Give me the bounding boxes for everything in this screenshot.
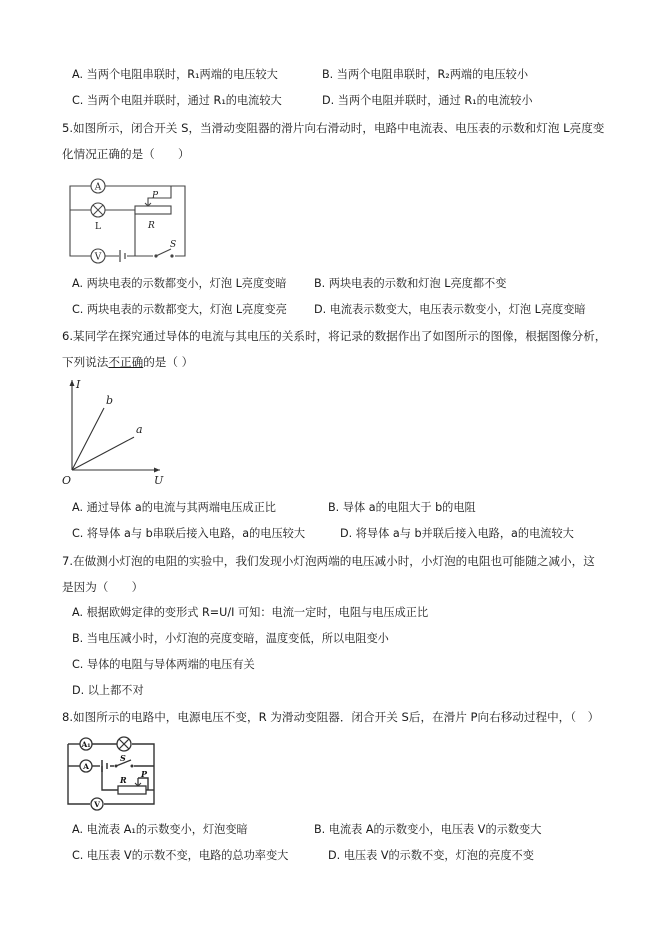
- series-line-b: [72, 408, 104, 470]
- q8-stem: 8.如图所示的电路中，电源电压不变，R 为滑动变阻器．闭合开关 S后，在滑片 P向右移动过程中，（ ）: [62, 710, 600, 724]
- y-axis-label: I: [76, 378, 81, 391]
- series-label-b: b: [106, 394, 114, 407]
- q6-stem-underlined: 不正确: [108, 355, 144, 369]
- series-label-a: a: [136, 423, 143, 437]
- q5-option-a: A. 两块电表的示数都变小，灯泡 L亮度变暗: [72, 277, 287, 290]
- q5-slider-label: P: [152, 191, 159, 201]
- q5-switch: [153, 240, 176, 258]
- q8-slider-label: P: [141, 769, 148, 779]
- q8-resistor-label: R: [120, 775, 127, 785]
- q5-option-c: C. 两块电表的示数都变大，灯泡 L亮度变亮: [72, 303, 287, 316]
- q4-option-a: A. 当两个电阻串联时，R₁两端的电压较大: [72, 68, 278, 81]
- q8-ammeter-a1-label: A₁: [81, 740, 91, 749]
- q4-option-d: D. 当两个电阻并联时，通过 R₁的电流较小: [322, 94, 533, 107]
- q6-option-b: B. 导体 a的电阻大于 b的电阻: [328, 501, 476, 514]
- y-axis-arrow: [70, 380, 75, 386]
- q5-voltmeter-label: V: [94, 252, 102, 263]
- q6-iu-graph: [60, 376, 170, 488]
- q5-battery: [119, 250, 127, 262]
- q5-ammeter: [91, 179, 105, 193]
- q5-stem-line1: 5.如图所示，闭合开关 S，当滑动变阻器的滑片向右滑动时，电路中电流表、电压表的示数和灯泡 L亮度变: [62, 121, 605, 135]
- origin-label: O: [62, 474, 72, 487]
- q5-rheostat: [135, 186, 171, 231]
- q5-ammeter-label: A: [94, 182, 102, 193]
- q8-switch: [114, 753, 134, 770]
- q7-option-a: A. 根据欧姆定律的变形式 R=U/I 可知：电流一定时，电阻与电压成正比: [72, 606, 429, 619]
- q6-option-a: A. 通过导体 a的电流与其两端电压成正比: [72, 501, 276, 514]
- q8-option-a: A. 电流表 A₁的示数变小，灯泡变暗: [72, 823, 248, 836]
- q8-ammeter-a-label: A: [83, 762, 89, 771]
- q6-stem-pre: 下列说法: [62, 355, 109, 369]
- q5-option-b: B. 两块电表的示数和灯泡 L亮度都不变: [314, 277, 507, 290]
- q7-stem-line1: 7.在做测小灯泡的电阻的实验中，我们发现小灯泡两端的电压减小时，小灯泡的电阻也可能随之减小，这: [62, 554, 595, 568]
- q5-circuit-figure: [60, 176, 200, 264]
- q5-switch-label: S: [170, 240, 177, 250]
- q6-option-c: C. 将导体 a与 b串联后接入电路，a的电压较大: [72, 527, 306, 540]
- q8-lamp: [117, 737, 131, 751]
- q5-stem-line2: 化情况正确的是（ ）: [62, 147, 190, 161]
- q4-option-c: C. 当两个电阻并联时，通过 R₁的电流较大: [72, 94, 282, 107]
- q6-stem-post: 的是（ ）: [143, 355, 194, 369]
- q8-switch-label: S: [120, 753, 126, 763]
- q8-ammeter-a1: [80, 738, 92, 750]
- q7-stem-line2: 是因为（ ）: [62, 580, 144, 594]
- q8-option-d: D. 电压表 V的示数不变，灯泡的亮度不变: [328, 849, 534, 862]
- q6-option-d: D. 将导体 a与 b并联后接入电路，a的电流较大: [340, 527, 574, 540]
- x-axis-label: U: [154, 474, 164, 487]
- q6-stem-line1: 6.某同学在探究通过导体的电流与其电压的关系时，将记录的数据作出了如图所示的图像，根据图像分析，: [62, 329, 607, 343]
- q5-option-d: D. 电流表示数变大，电压表示数变小，灯泡 L亮度变暗: [314, 303, 586, 316]
- x-axis-arrow: [154, 468, 160, 473]
- q8-rheostat: [118, 769, 148, 794]
- q7-option-b: B. 当电压减小时，小灯泡的亮度变暗，温度变低，所以电阻变小: [72, 632, 389, 645]
- q8-battery: [102, 760, 107, 772]
- q5-resistor-label: R: [148, 221, 155, 231]
- q7-option-d: D. 以上都不对: [72, 684, 144, 697]
- q5-lamp-label: L: [95, 222, 101, 232]
- q8-ammeter-a: [80, 760, 92, 772]
- q8-voltmeter: [91, 798, 103, 810]
- q8-voltmeter-label: V: [94, 800, 100, 809]
- q8-circuit-figure: [62, 734, 162, 814]
- q5-voltmeter: [91, 249, 105, 263]
- q8-option-c: C. 电压表 V的示数不变，电路的总功率变大: [72, 849, 289, 862]
- q7-option-c: C. 导体的电阻与导体两端的电压有关: [72, 658, 255, 671]
- series-line-a: [72, 437, 134, 470]
- q4-option-b: B. 当两个电阻串联时，R₂两端的电压较小: [322, 68, 529, 81]
- q5-lamp: [91, 203, 105, 232]
- q8-option-b: B. 电流表 A的示数变小，电压表 V的示数变大: [314, 823, 542, 836]
- q6-stem-line2: [62, 354, 193, 370]
